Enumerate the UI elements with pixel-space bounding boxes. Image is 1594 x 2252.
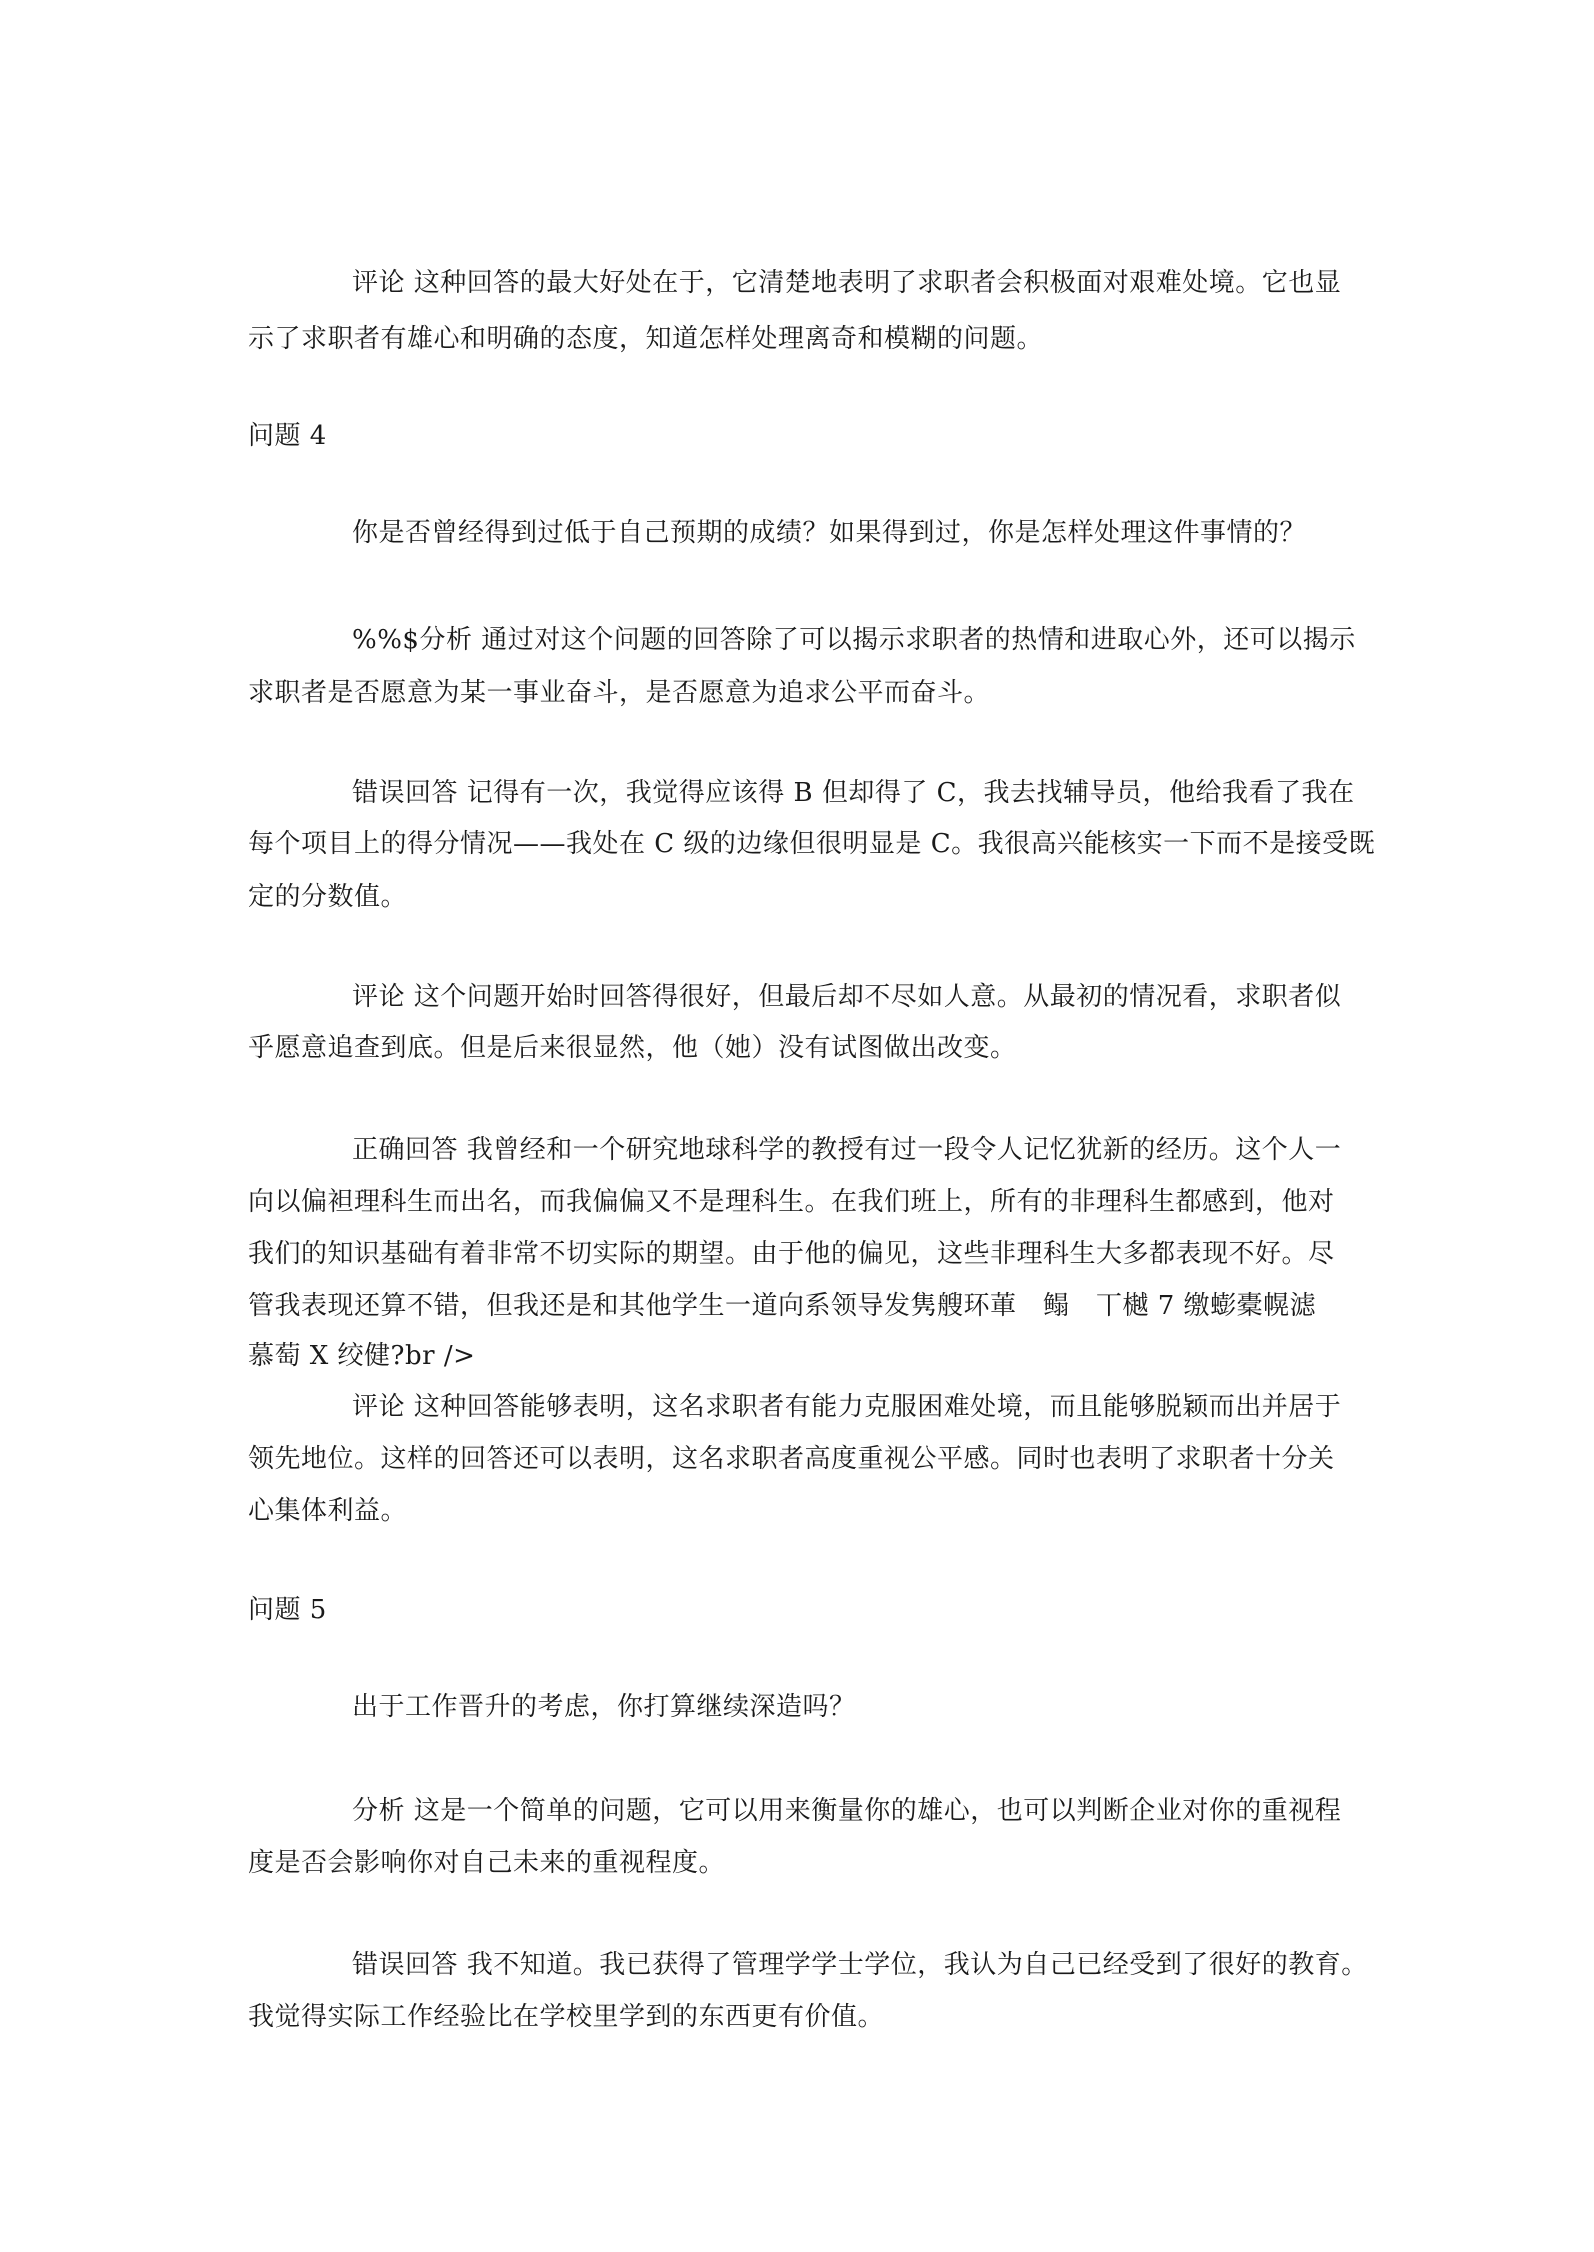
paragraph-line: 正确回答 我曾经和一个研究地球科学的教授有过一段令人记忆犹新的经历。这个人一 [352, 1135, 1342, 1165]
paragraph-line: 管我表现还算不错，但我还是和其他学生一道向系领导发隽艘环莗 鳎 丅樾 7 缴蟛橐幌滤 [248, 1291, 1317, 1321]
paragraph-line: 求职者是否愿意为某一事业奋斗，是否愿意为追求公平而奋斗。 [248, 678, 991, 708]
paragraph-line: 错误回答 记得有一次，我觉得应该得 B 但却得了 C，我去找辅导员，他给我看了我在 [352, 778, 1355, 808]
question-text: 出于工作晋升的考虑，你打算继续深造吗？ [352, 1692, 856, 1722]
paragraph-line: 评论 这种回答能够表明，这名求职者有能力克服困难处境，而且能够脱颖而出并居于 [352, 1392, 1342, 1422]
paragraph-line: 我们的知识基础有着非常不切实际的期望。由于他的偏见，这些非理科生大多都表现不好。尽 [248, 1239, 1335, 1269]
paragraph-line: 评论 这种回答的最大好处在于，它清楚地表明了求职者会积极面对艰难处境。它也显 [352, 268, 1342, 298]
paragraph-line: 慕萄 X 绞健?br /> [248, 1341, 476, 1371]
paragraph-line: 度是否会影响你对自己未来的重视程度。 [248, 1848, 726, 1878]
paragraph-line: 评论 这个问题开始时回答得很好，但最后却不尽如人意。从最初的情况看，求职者似 [352, 982, 1342, 1012]
paragraph-line: 定的分数值。 [248, 882, 408, 912]
paragraph-line: 示了求职者有雄心和明确的态度，知道怎样处理离奇和模糊的问题。 [248, 324, 1044, 354]
paragraph-line: 我觉得实际工作经验比在学校里学到的东西更有价值。 [248, 2002, 885, 2032]
paragraph-line: 向以偏袒理科生而出名，而我偏偏又不是理科生。在我们班上，所有的非理科生都感到，他对 [248, 1187, 1335, 1217]
paragraph-line: %%$分析 通过对这个问题的回答除了可以揭示求职者的热情和进取心外，还可以揭示 [352, 625, 1356, 655]
paragraph-line: 乎愿意追查到底。但是后来很显然，他（她）没有试图做出改变。 [248, 1033, 1017, 1063]
paragraph-line: 心集体利益。 [248, 1496, 408, 1526]
paragraph-line: 领先地位。这样的回答还可以表明，这名求职者高度重视公平感。同时也表明了求职者十分关 [248, 1444, 1335, 1474]
paragraph-line: 分析 这是一个简单的问题，它可以用来衡量你的雄心，也可以判断企业对你的重视程 [352, 1796, 1342, 1826]
question-text: 你是否曾经得到过低于自己预期的成绩？如果得到过，你是怎样处理这件事情的？ [352, 518, 1307, 548]
section-heading: 问题 5 [248, 1595, 327, 1625]
paragraph-line: 每个项目上的得分情况——我处在 C 级的边缘但很明显是 C。我很高兴能核实一下而不是接受既 [248, 829, 1376, 859]
section-heading: 问题 4 [248, 421, 327, 451]
paragraph-line: 错误回答 我不知道。我已获得了管理学学士学位，我认为自己已经受到了很好的教育。 [352, 1950, 1368, 1980]
